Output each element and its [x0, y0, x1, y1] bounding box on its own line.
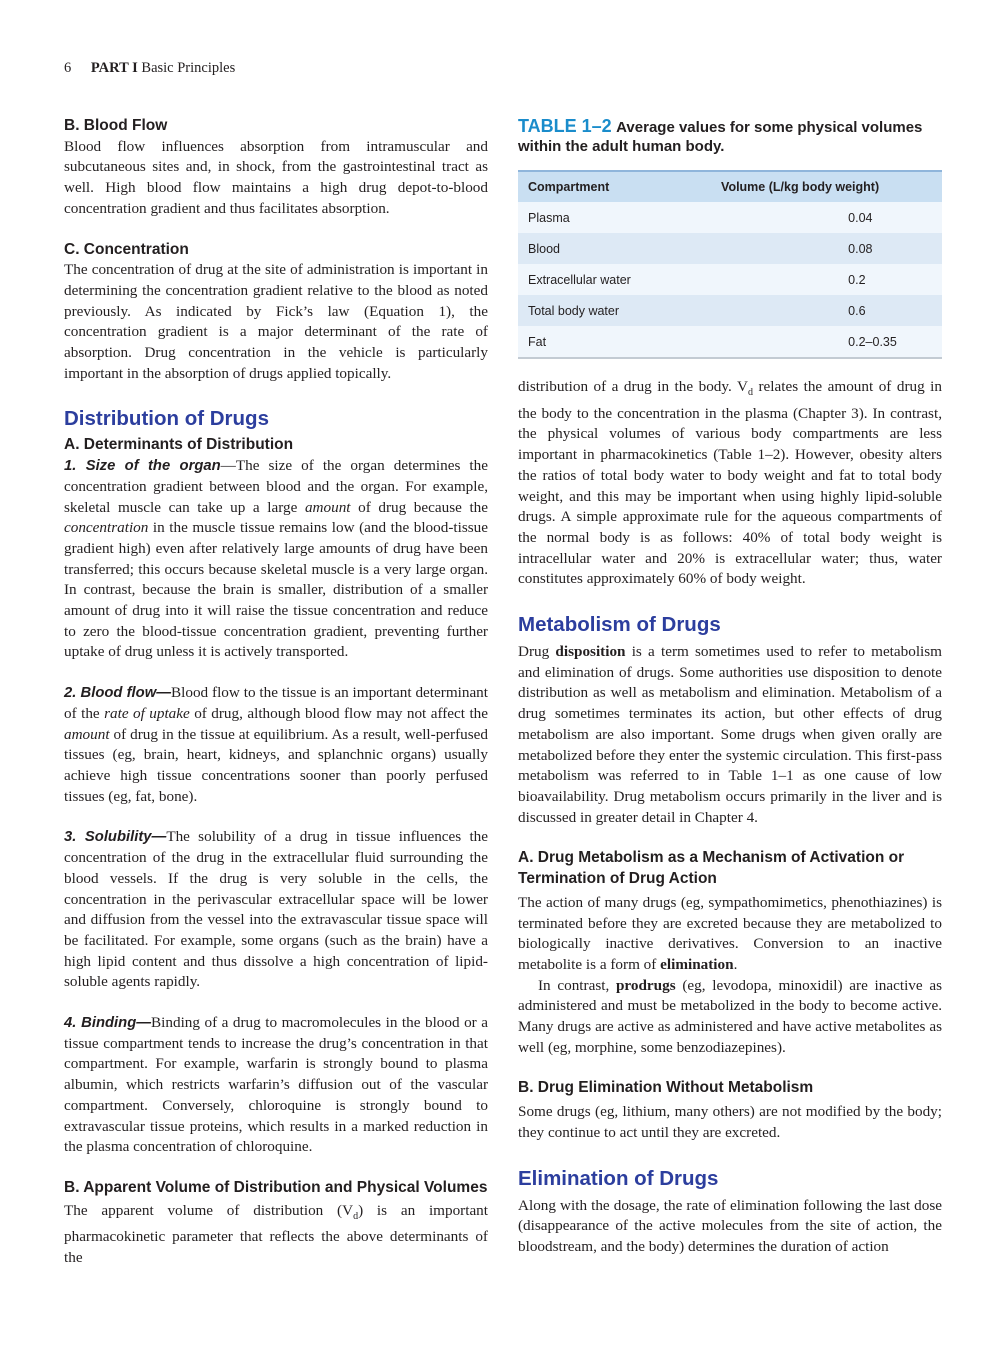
concentration-heading: C. Concentration [64, 240, 189, 258]
page-number: 6 [64, 60, 72, 76]
binding-paragraph: 4. Binding—Binding of a drug to macromolecules in the blood or a tissue compartment tends to increase the drug’s concentration in that compartment. For example, warfarin is strongly bound to plasma albumin, which restricts warfarin’s diffusion out of the vascular compartment. Conversely, chloroquine is strongly bound to extravascular tissue proteins, which results in a marked reduction in the plasma concentration of chloroquine. [64, 1014, 488, 1156]
distribution-heading: Distribution of Drugs [64, 407, 269, 431]
apparent-volume-paragraph: The apparent volume of distribution $(V_d)$ is an important pharmacokinetic parameter that reflects the above determinants of the [64, 1201, 488, 1267]
metabolism-heading: Metabolism of Drugs [518, 613, 721, 637]
table-row: Fat 0.2–0.35 [518, 326, 942, 358]
elimination-paragraph: Along with the dosage, the rate of elimination following the last dose (disappearance of the active molecules from the site of action, the bloodstream, and the body) determines the duration of action [518, 1196, 942, 1255]
blood-flow-tissue-paragraph: 2. Blood flow—Blood flow to the tissue is an important determinant of the rate of uptake of drug, although blood flow may not affect the amount of drug in the tissue at equilibrium. As a result, well-perfused tissues (eg, brain, heart, kidneys, and splanchnic organs) usually achieve high tissue concentrations sooner than poorly perfused tissues (eg, fat, bone). [64, 684, 488, 805]
part-title: Basic Principles [141, 60, 236, 76]
table-header-volume: Volume (L/kg body weight) [658, 171, 942, 202]
metabolism-paragraph: Drug disposition is a term sometimes used to refer to metabolism and elimination of drugs. Some authorities use disposition to denote distribution as well as metabolism and elimination. Metabolism of a drug sometimes terminates its action, but other effects of drug metabolism are also important. Some drugs when given orally are metabolized before they enter the systemic circulation. This first-pass metabolism was referred to in Table 1–1 as one cause of low bioavailability. Drug metabolism occurs primarily in the liver and is discussed in greater detail in Chapter 4. [518, 643, 942, 826]
table-caption: Average values for some physical volumes within the adult human body. [518, 119, 923, 155]
table-row: Extracellular water 0.2 [518, 264, 942, 295]
table-title [518, 116, 942, 156]
table-row: Plasma 0.04 [518, 202, 942, 233]
left-column [64, 116, 488, 1269]
table-row: Blood 0.08 [518, 233, 942, 264]
solubility-runin: 3. Solubility— [64, 829, 167, 846]
elimination-without-metabolism-paragraph: Some drugs (eg, lithium, many others) are not modified by the body; they continue to act until they are excreted. [518, 1103, 942, 1141]
binding-runin: 4. Binding— [64, 1015, 152, 1032]
size-of-organ-paragraph: 1. Size of the organ—The size of the organ determines the concentration gradient between blood and the organ. For example, skeletal muscle can take up a large amount of drug because the concentration in the muscle tissue remains low (and the blood-tissue gradient high) even after relatively large amounts of drug have been transferred; this occurs because skeletal muscle is a very large organ. In contrast, because the brain is smaller, distribution of a smaller amount of drug into it will raise the tissue concentration and reduce to zero the blood-tissue concentration gradient, preventing further uptake of drug unless it is actively transported. [64, 457, 488, 661]
elimination-without-metabolism-heading: B. Drug Elimination Without Metabolism [518, 1079, 814, 1097]
apparent-volume-heading: B. Apparent Volume of Distribution and Physical Volumes [64, 1178, 488, 1196]
right-column [518, 116, 942, 1258]
elimination-heading: Elimination of Drugs [518, 1166, 719, 1190]
table-number: TABLE 1–2 [518, 116, 612, 136]
blood-flow-runin: 2. Blood flow— [64, 685, 172, 702]
mechanism-heading: A. Drug Metabolism as a Mechanism of Activation or Termination of Drug Action [518, 849, 905, 888]
volumes-table [518, 170, 942, 359]
prodrugs-paragraph: In contrast, prodrugs (eg, levodopa, minoxidil) are inactive as administered and must be metabolized in the body to become active. Many drugs are active as administered and have active metabolites as well (eg, morphine, some benzodiazepines). [518, 976, 942, 1056]
running-header [64, 60, 235, 77]
blood-flow-paragraph: Blood flow influences absorption from intramuscular and subcutaneous sites and, in shock, from the gastrointestinal tract as well. High blood flow maintains a high drug depot-to-blood concentration gradient and thus facilitates absorption. [64, 137, 488, 217]
solubility-paragraph: 3. Solubility—The solubility of a drug in tissue influences the concentration of the drug in the extracellular fluid surrounding the blood vessels. If the drug is very soluble in the cells, the concentration in the perivascular extracellular space will be lower and diffusion from the vessel into the extravascular tissue space will be facilitated. For example, some organs (such as the brain) have a high lipid content and thus dissolve a high concentration of lipid-soluble agents rapidly. [64, 828, 488, 991]
size-of-organ-runin: 1. Size of the organ [64, 458, 221, 475]
concentration-paragraph: The concentration of drug at the site of administration is important in determining the concentration gradient relative to the blood as noted previously. As indicated by Fick’s law (Equation 1), the concentration gradient is a major determinant of the rate of absorption. Drug concentration in the vehicle is particularly important in the absorption of drugs applied topically. [64, 261, 488, 382]
table-row: Total body water 0.6 [518, 295, 942, 326]
distribution-continued-paragraph: distribution of a drug in the body. $V_d$ relates the amount of drug in the body to the concentration in the plasma (Chapter 3). In contrast, the physical volumes of various body compartments are less important in pharmacokinetics (Table 1–2). However, obesity alters the ratios of total body water to body weight and fat to total body weight, and this may be important when using highly lipid-soluble drugs. A simple approximate rule for the aqueous compartments of the normal body is as follows: 40% of total body weight is intracellular water and 20% is extracellular water; thus, water constitutes approximately 60% of body weight. [518, 378, 942, 588]
blood-flow-heading: B. Blood Flow [64, 117, 168, 134]
determinants-heading: A. Determinants of Distribution [64, 436, 294, 454]
table-header-compartment: Compartment [518, 171, 658, 202]
part-label: PART I [90, 60, 138, 76]
mechanism-paragraph: The action of many drugs (eg, sympathomimetics, phenothiazines) is terminated before they are excreted because they are metabolized to biologically inactive derivatives. Conversion to an inactive metabolite is a form of elimination. [518, 893, 942, 973]
